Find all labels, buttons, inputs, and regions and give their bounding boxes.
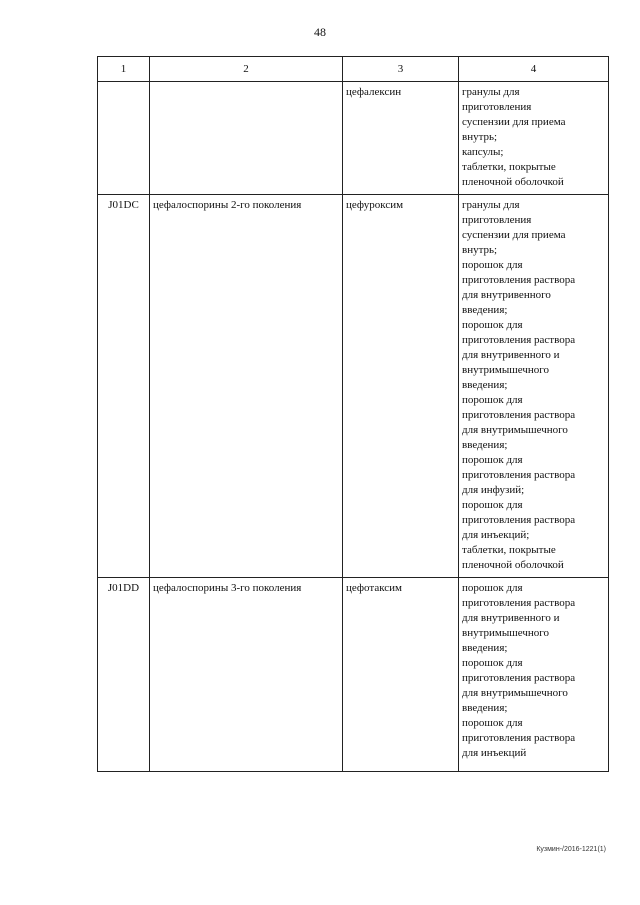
drug-table	[97, 56, 609, 772]
dosage-form-line: для инъекций	[462, 747, 527, 759]
dosage-form-line: приготовления раствора	[462, 274, 576, 286]
column-header-4: 4	[459, 57, 609, 82]
table-body	[98, 82, 609, 772]
dosage-form-line: для внутримышечного	[462, 424, 568, 436]
pharmacological-group-cell	[150, 578, 343, 772]
dosage-form-line: приготовления раствора	[462, 732, 576, 744]
dosage-form-line: для внутривенного и	[462, 349, 560, 361]
dosage-form-line: гранулы для	[462, 86, 520, 98]
dosage-form-line: таблетки, покрытые	[462, 161, 556, 173]
dosage-form-line: приготовления раствора	[462, 672, 576, 684]
pharmacological-group-text: цефалоспорины 2-го поколения	[153, 199, 302, 211]
active-substance-cell	[343, 82, 459, 195]
pharmacological-group-cell	[150, 195, 343, 578]
table-row	[98, 195, 609, 578]
dosage-form-line: приготовления раствора	[462, 469, 576, 481]
atc-code-text: J01DD	[107, 582, 140, 594]
dosage-form-line: порошок для	[462, 454, 523, 466]
table-header-row	[98, 57, 609, 82]
dosage-form-line: введения;	[462, 379, 508, 391]
dosage-form-line: для инфузий;	[462, 484, 525, 496]
active-substance-cell	[343, 578, 459, 772]
dosage-form-line: для внутривенного	[462, 289, 551, 301]
dosage-form-line: суспензии для приема	[462, 229, 566, 241]
dosage-form-line: введения;	[462, 702, 508, 714]
dosage-forms-cell	[459, 82, 609, 195]
active-substance-text: цефотаксим	[346, 582, 403, 594]
dosage-form-line: пленочной оболочкой	[462, 176, 564, 188]
dosage-form-line: пленочной оболочкой	[462, 559, 564, 571]
pharmacological-group-text: цефалоспорины 3-го поколения	[153, 582, 302, 594]
dosage-form-line: для инъекций;	[462, 529, 530, 541]
dosage-form-line: внутрь;	[462, 131, 498, 143]
table-row	[98, 82, 609, 195]
dosage-form-line: введения;	[462, 439, 508, 451]
dosage-form-line: порошок для	[462, 394, 523, 406]
dosage-form-line: порошок для	[462, 499, 523, 511]
dosage-form-line: приготовления	[462, 214, 532, 226]
active-substance-cell	[343, 195, 459, 578]
dosage-form-line: для внутривенного и	[462, 612, 560, 624]
dosage-form-line: внутрь;	[462, 244, 498, 256]
column-header-3: 3	[343, 57, 459, 82]
page-number: 48	[314, 25, 326, 39]
dosage-form-line: введения;	[462, 304, 508, 316]
dosage-form-line: приготовления	[462, 101, 532, 113]
active-substance-text: цефалексин	[346, 86, 402, 98]
active-substance-text: цефуроксим	[346, 199, 404, 211]
dosage-form-line: для внутримышечного	[462, 687, 568, 699]
table-row	[98, 578, 609, 772]
dosage-form-line: внутримышечного	[462, 364, 549, 376]
dosage-form-line: приготовления раствора	[462, 409, 576, 421]
dosage-form-line: приготовления раствора	[462, 597, 576, 609]
drug-table-container	[97, 56, 608, 772]
dosage-form-line: введения;	[462, 642, 508, 654]
column-header-1: 1	[98, 57, 150, 82]
dosage-forms-cell	[459, 195, 609, 578]
footer-document-code: Кузмин-/2016-1221(1)	[536, 846, 606, 853]
dosage-form-line: капсулы;	[462, 146, 504, 158]
column-header-2: 2	[150, 57, 343, 82]
atc-code-cell	[98, 578, 150, 772]
atc-code-cell	[98, 82, 150, 195]
dosage-form-line: порошок для	[462, 259, 523, 271]
dosage-forms-cell	[459, 578, 609, 772]
dosage-form-line: приготовления раствора	[462, 514, 576, 526]
dosage-form-line: внутримышечного	[462, 627, 549, 639]
pharmacological-group-cell	[150, 82, 343, 195]
dosage-form-line: порошок для	[462, 319, 523, 331]
dosage-form-line: приготовления раствора	[462, 334, 576, 346]
dosage-form-line: порошок для	[462, 657, 523, 669]
dosage-form-line: порошок для	[462, 717, 523, 729]
atc-code-text: J01DC	[108, 199, 139, 211]
dosage-form-line: суспензии для приема	[462, 116, 566, 128]
dosage-form-line: порошок для	[462, 582, 523, 594]
atc-code-cell	[98, 195, 150, 578]
dosage-form-line: таблетки, покрытые	[462, 544, 556, 556]
dosage-form-line: гранулы для	[462, 199, 520, 211]
